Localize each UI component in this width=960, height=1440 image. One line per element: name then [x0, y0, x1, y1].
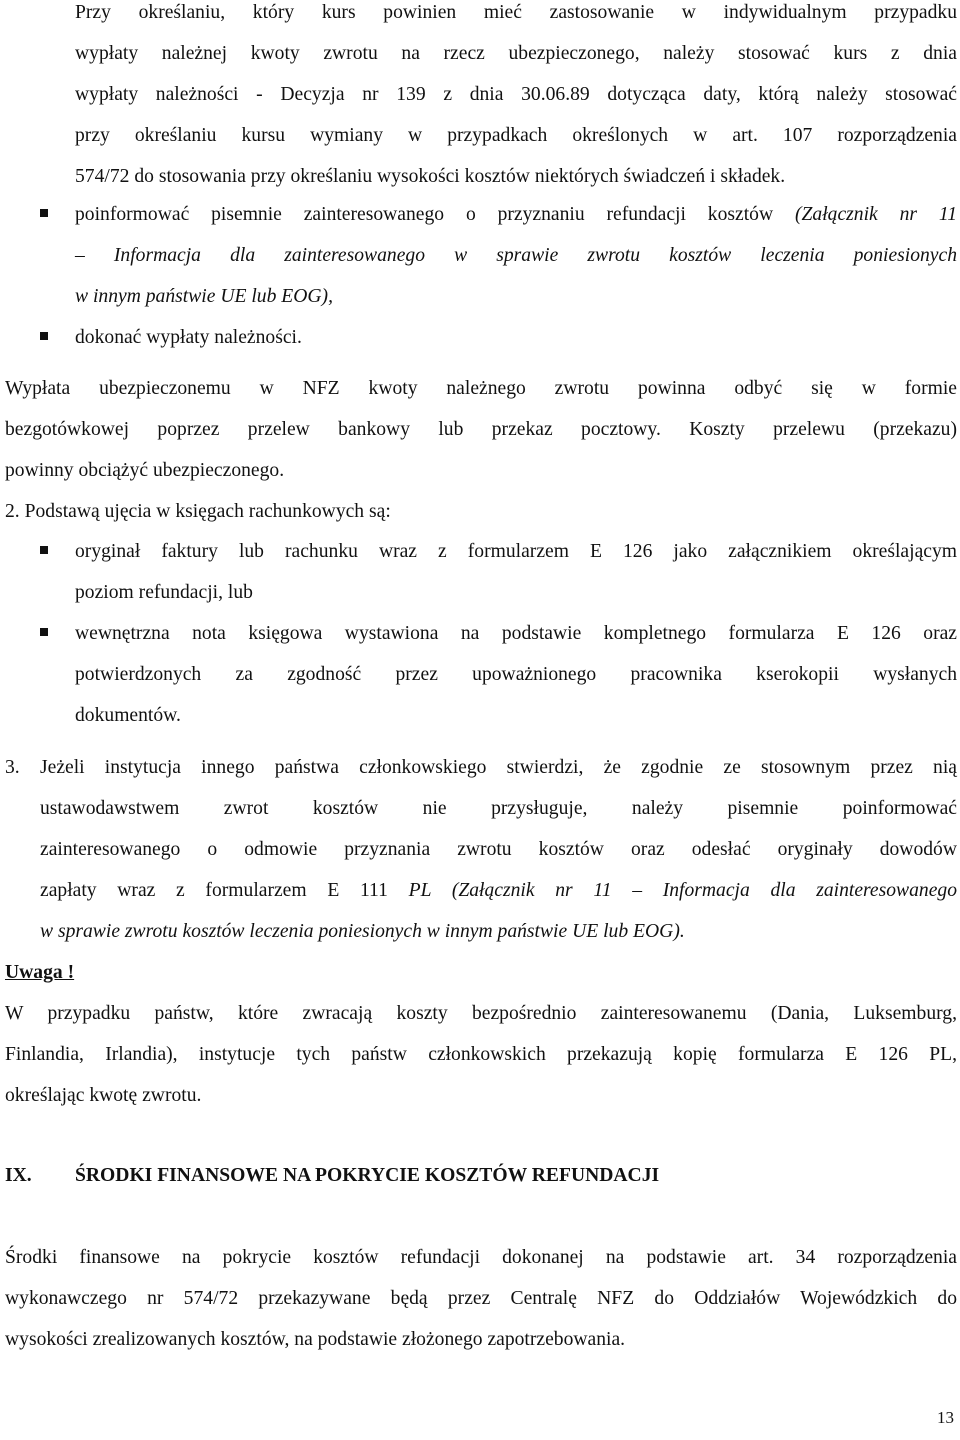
text-line: Przy określaniu, który kurs powinien mieć zastosowanie w indywidualnym przypadku — [75, 2, 957, 23]
text-line: 574/72 do stosowania przy określaniu wysokości kosztów niektórych świadczeń i składek. — [75, 166, 786, 187]
text-run-italic: PL (Załącznik nr 11 – Informacja dla zainteresowanego — [408, 880, 957, 901]
text-line: bezgotówkowej poprzez przelew bankowy lub przekaz pocztowy. Koszty przelewu (przekazu) — [5, 419, 957, 440]
section-number: IX. — [5, 1165, 32, 1186]
text-line: przy określaniu kursu wymiany w przypadkach określonych w art. 107 rozporządzenia — [75, 125, 957, 146]
text-line: określając kwotę zwrotu. — [5, 1085, 202, 1106]
text-line: wysokości zrealizowanych kosztów, na podstawie złożonego zapotrzebowania. — [5, 1329, 626, 1350]
text-line: W przypadku państw, które zwracają koszty bezpośrednio zainteresowanemu (Dania, Luksemburg, — [5, 1003, 957, 1024]
bullet-marker — [40, 332, 48, 340]
text-line — [75, 194, 957, 235]
text-line: – Informacja dla zainteresowanego w sprawie zwrotu kosztów leczenia poniesionych — [75, 245, 957, 266]
bullet-item-payout — [75, 317, 957, 358]
text-line: wypłaty należnej kwoty zwrotu na rzecz ubezpieczonego, należy stosować kurs z dnia — [75, 43, 957, 64]
text-line — [40, 870, 957, 911]
section-title: ŚRODKI FINANSOWE NA POKRYCIE KOSZTÓW REFUNDACJI — [75, 1165, 660, 1186]
point-3-text — [40, 747, 957, 952]
text-line: Finlandia, Irlandia), instytucje tych państw członkowskich przekazują kopię formularza E 126 PL, — [5, 1044, 957, 1065]
text-line: wykonawczego nr 574/72 przekazywane będą przez Centralę NFZ do Oddziałów Wojewódzkich do — [5, 1288, 957, 1309]
text-line: 2. Podstawą ujęcia w księgach rachunkowych są: — [5, 501, 391, 522]
note-label-text: Uwaga ! — [5, 962, 75, 983]
text-line: wewnętrzna nota księgowa wystawiona na podstawie kompletnego formularza E 126 oraz — [75, 623, 957, 644]
text-line: w sprawie zwrotu kosztów leczenia poniesionych w innym państwie UE lub EOG). — [40, 921, 685, 942]
text-line: w innym państwie UE lub EOG), — [75, 286, 333, 307]
text-line: dokonać wypłaty należności. — [75, 327, 302, 348]
text-line: Środki finansowe na pokrycie kosztów refundacji dokonanej na podstawie art. 34 rozporządzenia — [5, 1247, 957, 1268]
page-number: 13 — [937, 1408, 954, 1427]
bullet-marker — [40, 546, 48, 554]
text-line: oryginał faktury lub rachunku wraz z formularzem E 126 jako załącznikiem określającym — [75, 541, 957, 562]
text-line: zainteresowanego o odmowie przyznania zwrotu kosztów oraz odesłać oryginały dowodów — [40, 839, 957, 860]
bullet-marker — [40, 209, 48, 217]
note-label — [5, 952, 305, 993]
section-paragraph — [5, 1237, 957, 1360]
text-run-italic: (Załącznik nr 11 — [794, 204, 957, 225]
text-line: potwierdzonych za zgodność przez upoważnionego pracownika kserokopii wysłanych — [75, 664, 957, 685]
bullet-item-internal-note — [75, 613, 957, 736]
point-2-heading — [5, 491, 957, 532]
paragraph-exchange-rate — [75, 0, 957, 197]
text-line: Wypłata ubezpieczonemu w NFZ kwoty należnego zwrotu powinna odbyć się w formie — [5, 378, 957, 399]
text-run: zapłaty wraz z formularzem E 111 — [40, 880, 409, 901]
bullet-item-inform — [75, 194, 957, 317]
text-line: dokumentów. — [75, 705, 181, 726]
text-line: wypłaty należności - Decyzja nr 139 z dnia 30.06.89 dotycząca daty, którą należy stosować — [75, 84, 957, 105]
text-line: poziom refundacji, lub — [75, 582, 253, 603]
note-paragraph — [5, 993, 957, 1116]
bullet-item-invoice — [75, 531, 957, 613]
text-line: Jeżeli instytucja innego państwa członkowskiego stwierdzi, że zgodnie ze stosownym przez nią — [40, 757, 957, 778]
text-line: ustawodawstwem zwrot kosztów nie przysługuje, należy pisemnie poinformować — [40, 798, 957, 819]
point-3-number: 3. — [5, 757, 20, 778]
text-line: powinny obciążyć ubezpieczonego. — [5, 460, 285, 481]
text-run: poinformować pisemnie zainteresowanego o przyznaniu refundacji kosztów — [75, 204, 795, 225]
bullet-marker — [40, 628, 48, 636]
paragraph-payment — [5, 368, 957, 491]
